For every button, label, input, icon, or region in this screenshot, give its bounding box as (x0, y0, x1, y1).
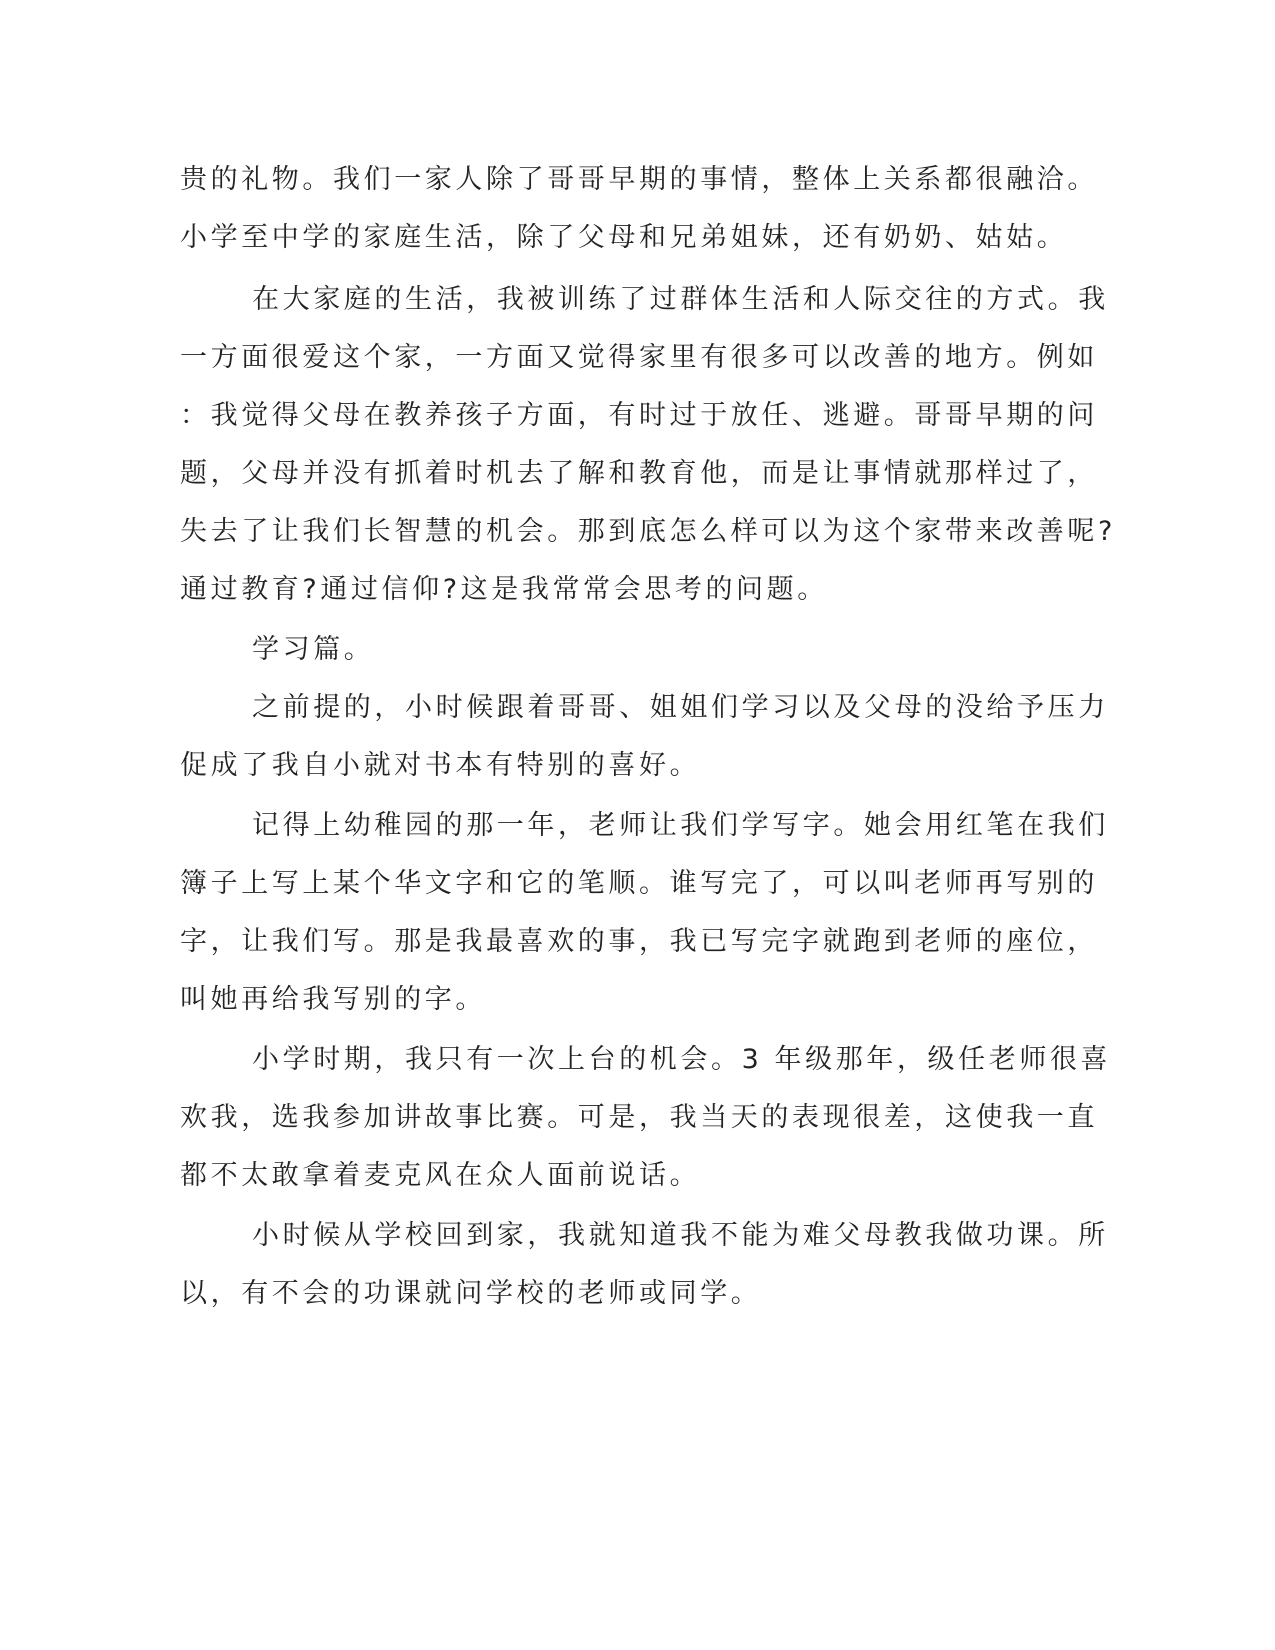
text-line: 一方面很爱这个家，一方面又觉得家里有很多可以改善的地方。例如 (180, 342, 1098, 373)
text-line: 簿子上写上某个华文字和它的笔顺。谁写完了，可以叫老师再写别的 (180, 868, 1098, 899)
paragraph-first-line: 在大家庭的生活，我被训练了过群体生活和人际交往的方式。我 (252, 284, 1109, 315)
text-line: 欢我，选我参加讲故事比赛。可是，我当天的表现很差，这使我一直 (180, 1102, 1098, 1133)
paragraph-first-line: 记得上幼稚园的那一年，老师让我们学写字。她会用红笔在我们 (252, 810, 1109, 841)
text-line: 通过教育?通过信仰?这是我常常会思考的问题。 (180, 574, 828, 605)
text-line: ：我觉得父母在教养孩子方面，有时过于放任、逃避。哥哥早期的问 (180, 400, 1098, 431)
text-line: 以，有不会的功课就问学校的老师或同学。 (180, 1278, 762, 1309)
paragraph-first-line: 之前提的，小时候跟着哥哥、姐姐们学习以及父母的没给予压力 (252, 692, 1109, 723)
text-line: 贵的礼物。我们一家人除了哥哥早期的事情，整体上关系都很融洽。 (180, 164, 1098, 195)
paragraph-first-line: 小学时期，我只有一次上台的机会。3 年级那年，级任老师很喜 (252, 1044, 1112, 1075)
text-line: 叫她再给我写别的字。 (180, 984, 486, 1015)
text-line: 失去了让我们长智慧的机会。那到底怎么样可以为这个家带来改善呢? (180, 516, 1116, 547)
text-line: 促成了我自小就对书本有特别的喜好。 (180, 750, 701, 781)
text-line: 字，让我们写。那是我最喜欢的事，我已写完字就跑到老师的座位， (180, 926, 1098, 957)
text-line: 题，父母并没有抓着时机去了解和教育他，而是让事情就那样过了， (180, 458, 1098, 489)
section-heading: 学习篇。 (252, 634, 375, 665)
text-line: 都不太敢拿着麦克风在众人面前说话。 (180, 1160, 701, 1191)
paragraph-first-line: 小时候从学校回到家，我就知道我不能为难父母教我做功课。所 (252, 1220, 1109, 1251)
text-line: 小学至中学的家庭生活，除了父母和兄弟姐妹，还有奶奶、姑姑。 (180, 222, 1068, 253)
